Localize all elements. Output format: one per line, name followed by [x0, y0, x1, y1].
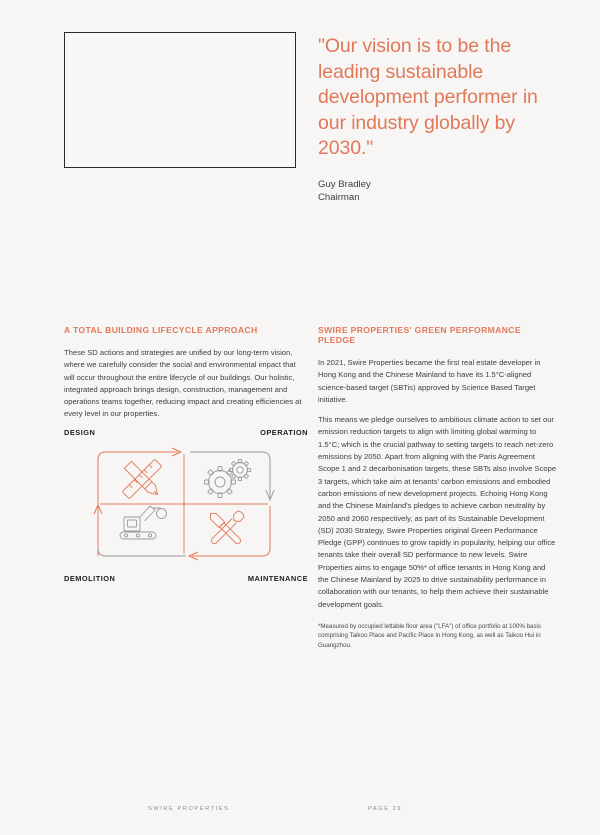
quote-role: Chairman [318, 191, 360, 203]
quote-attribution [318, 178, 550, 204]
excavator-icon [120, 506, 167, 539]
diagram-label-design: DESIGN [64, 428, 96, 437]
diagram-label-demolition: DEMOLITION [64, 574, 116, 583]
footnote: *Measured by occupied lettable floor area ("LFA") of office portfolio at 100% basis comprising Taikoo Place and Pacific Place in Hong Kong, as well as Taikoo Hui in Guangzhou. [318, 623, 542, 649]
quote-author: Guy Bradley [318, 178, 371, 190]
left-column-heading: A TOTAL BUILDING LIFECYCLE APPROACH [64, 325, 258, 335]
tools-icon [208, 510, 246, 546]
cycle-path-bottom-right [192, 506, 270, 556]
gears-icon [205, 459, 251, 497]
right-column-paragraph-1: In 2021, Swire Properties became the first real estate developer in Hong Kong and the Chinese Mainland to have its 1.5°C-aligned science-based target (SBTis) approved by Science Based Target initiative. [318, 358, 541, 404]
footer-page-number: PAGE 29 [368, 806, 403, 812]
left-column-paragraph: These SD actions and strategies are unified by our long-term vision, where we carefully consider the social and environmental impact that will occur throughout the entire lifecycle of our buildings. Our holistic, integrated approach brings design, construction, management and operations teams together, reducing impact and creating efficiencies at every level in our properties. [64, 348, 302, 419]
pull-quote [318, 34, 550, 204]
right-column-heading: SWIRE PROPERTIES' GREEN PERFORMANCE PLEDGE [318, 325, 521, 345]
hero-image-placeholder [64, 32, 296, 168]
ruler-pencil-icon [122, 459, 162, 499]
right-column-paragraph-2: This means we pledge ourselves to ambitious climate action to set our emission reduction targets to align with limiting global warming to 1.5°C; which is the crucial pathway to setting targets to reach net-zero emissions by 2050. Apart from aligning with the Paris Agreement Scope 1 and 2 decarbonisation targets, these SBTs also involve Scope 3 targets, which take aim at tenants' carbon emissions and embodied carbon emissions of new development projects. Echoing Hong Kong and the Chinese Mainland's pledges to achieve carbon neutrality by 2050 and 2060 respectively, as part of its Sustainable Development (SD) 2030 Strategy, Swire Properties original Green Performance Pledge (GPP) continues to grow rapidly in popularity, helping our office tenants take their overall SD performance to new levels. Swire Properties aims to engage 50%* of office tenants in Hong Kong and the Chinese Mainland by 2025 to drive sustainability performance in collaboration with our tenants, to help them achieve their sustainable development goals. [318, 415, 557, 609]
footer-company-name: SWIRE PROPERTIES [148, 806, 230, 812]
building-lifecycle-diagram [60, 428, 310, 583]
cycle-path-bottom-left [98, 548, 186, 556]
quote-text: "Our vision is to be the leading sustainable development performer in our industry globally by 2030." [318, 35, 538, 159]
left-column [64, 325, 302, 421]
right-column [318, 325, 558, 611]
page-footer [0, 806, 600, 820]
diagram-label-maintenance: MAINTENANCE [247, 574, 308, 583]
diagram-label-operation: OPERATION [260, 428, 308, 437]
